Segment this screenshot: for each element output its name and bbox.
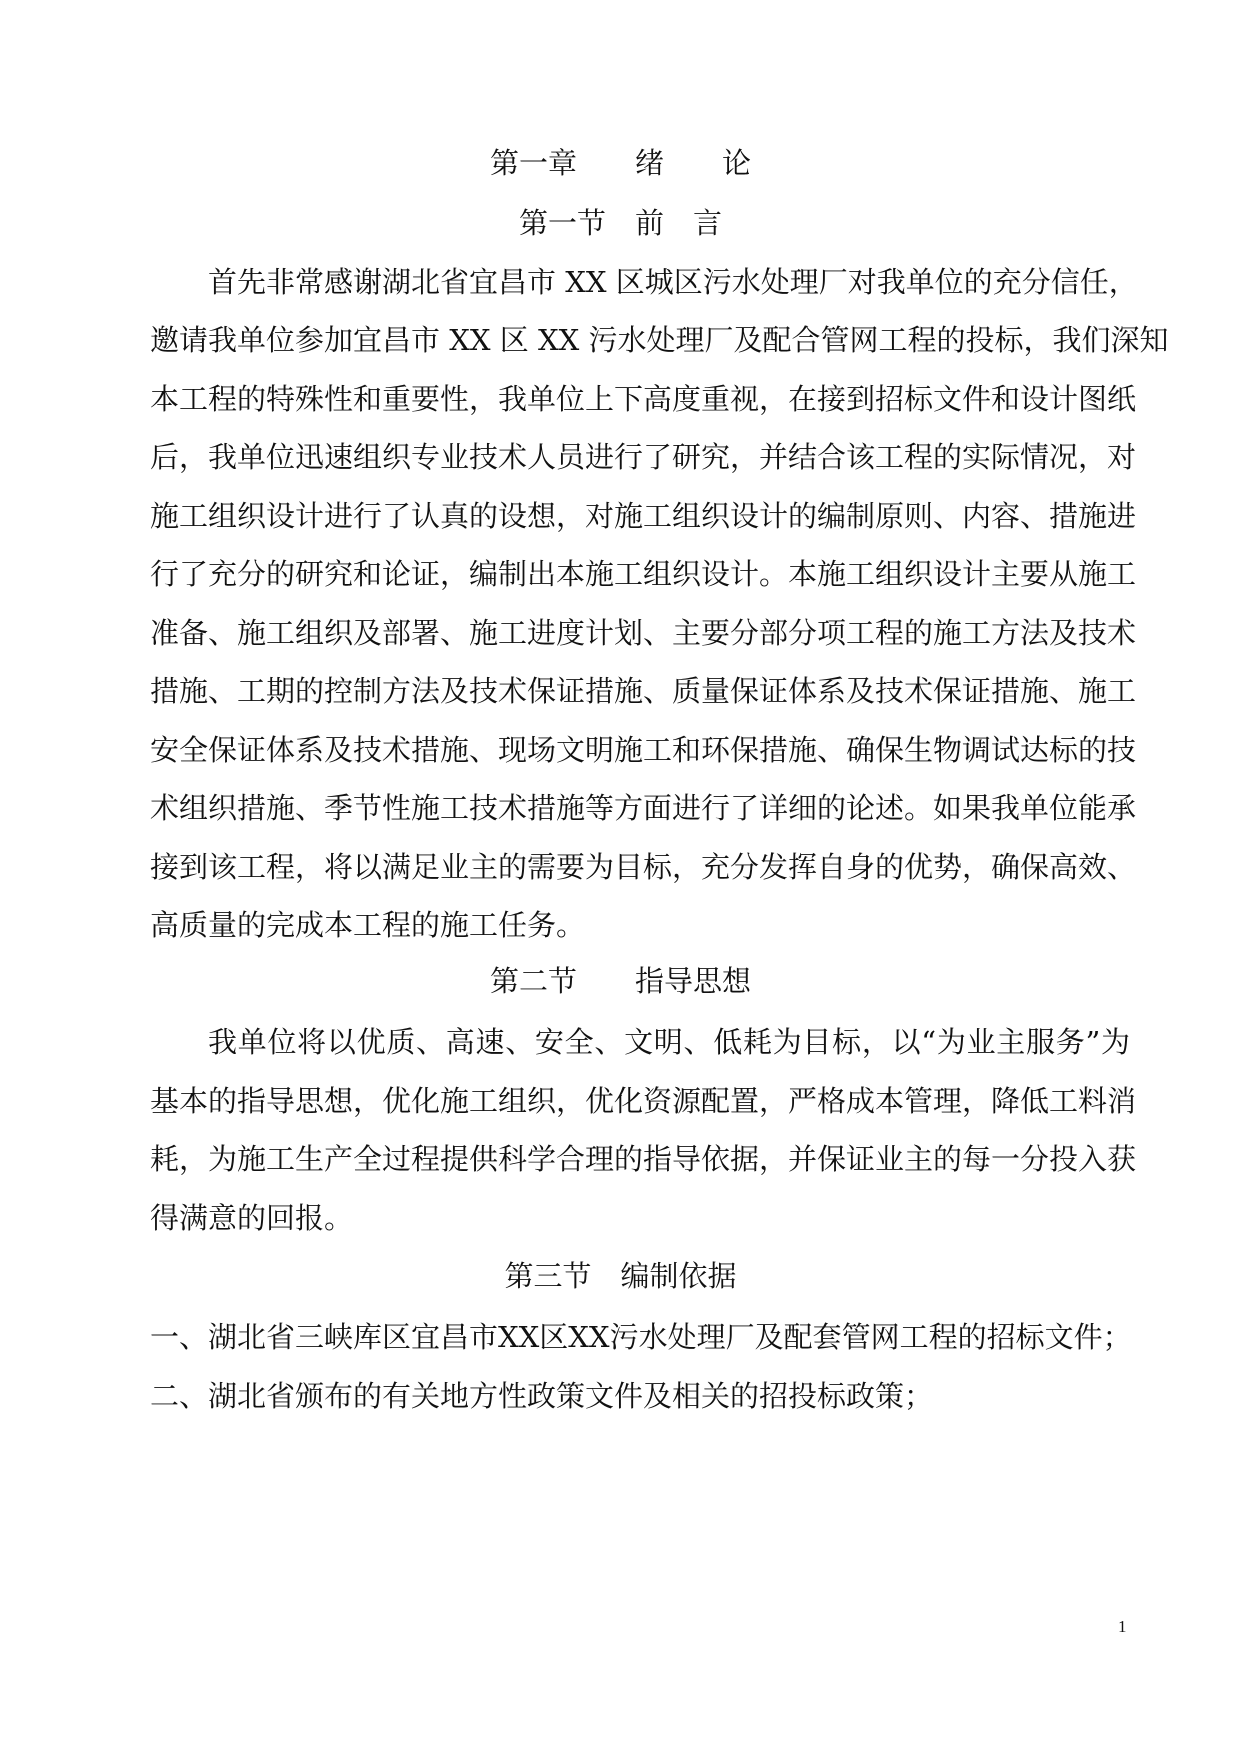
paragraph-line: 准备、施工组织及部署、施工进度计划、主要分部分项工程的施工方法及技术 <box>150 616 1137 650</box>
paragraph-line: 接到该工程，将以满足业主的需要为目标，充分发挥自身的优势，确保高效、 <box>150 850 1137 884</box>
paragraph-line: 行了充分的研究和论证，编制出本施工组织设计。本施工组织设计主要从施工 <box>150 557 1137 591</box>
paragraph-line: 我单位将以优质、高速、安全、文明、低耗为目标，以“为业主服务”为 <box>208 1025 1130 1059</box>
section-title-basis: 第三节 编制依据 <box>504 1259 737 1293</box>
section-title-guiding-principles: 第二节 指导思想 <box>489 964 751 998</box>
paragraph-line: 后，我单位迅速组织专业技术人员进行了研究，并结合该工程的实际情况，对 <box>150 440 1137 474</box>
paragraph-line: 基本的指导思想，优化施工组织，优化资源配置，严格成本管理，降低工料消 <box>150 1084 1137 1118</box>
paragraph-line: 安全保证体系及技术措施、现场文明施工和环保措施、确保生物调试达标的技 <box>150 733 1137 767</box>
paragraph-line: 施工组织设计进行了认真的设想，对施工组织设计的编制原则、内容、措施进 <box>150 499 1137 533</box>
paragraph-line: 高质量的完成本工程的施工任务。 <box>150 908 586 942</box>
section-title-preface: 第一节 前 言 <box>518 206 722 240</box>
paragraph-line: 措施、工期的控制方法及技术保证措施、质量保证体系及技术保证措施、施工 <box>150 674 1137 708</box>
paragraph-line: 耗，为施工生产全过程提供科学合理的指导依据，并保证业主的每一分投入获 <box>150 1142 1137 1176</box>
list-item: 一、湖北省三峡库区宜昌市XX区XX污水处理厂及配套管网工程的招标文件； <box>150 1320 1132 1354</box>
list-item: 二、湖北省颁布的有关地方性政策文件及相关的招投标政策； <box>150 1379 934 1413</box>
paragraph-line: 邀请我单位参加宜昌市 XX 区 XX 污水处理厂及配合管网工程的投标，我们深知 <box>150 323 1169 357</box>
paragraph-line: 首先非常感谢湖北省宜昌市 XX 区城区污水处理厂对我单位的充分信任， <box>208 265 1138 299</box>
paragraph-line: 本工程的特殊性和重要性，我单位上下高度重视，在接到招标文件和设计图纸 <box>150 382 1137 416</box>
page-number: 1 <box>1118 1617 1127 1636</box>
paragraph-line: 得满意的回报。 <box>150 1201 354 1235</box>
chapter-title: 第一章 绪 论 <box>489 146 751 180</box>
paragraph-line: 术组织措施、季节性施工技术措施等方面进行了详细的论述。如果我单位能承 <box>150 791 1137 825</box>
